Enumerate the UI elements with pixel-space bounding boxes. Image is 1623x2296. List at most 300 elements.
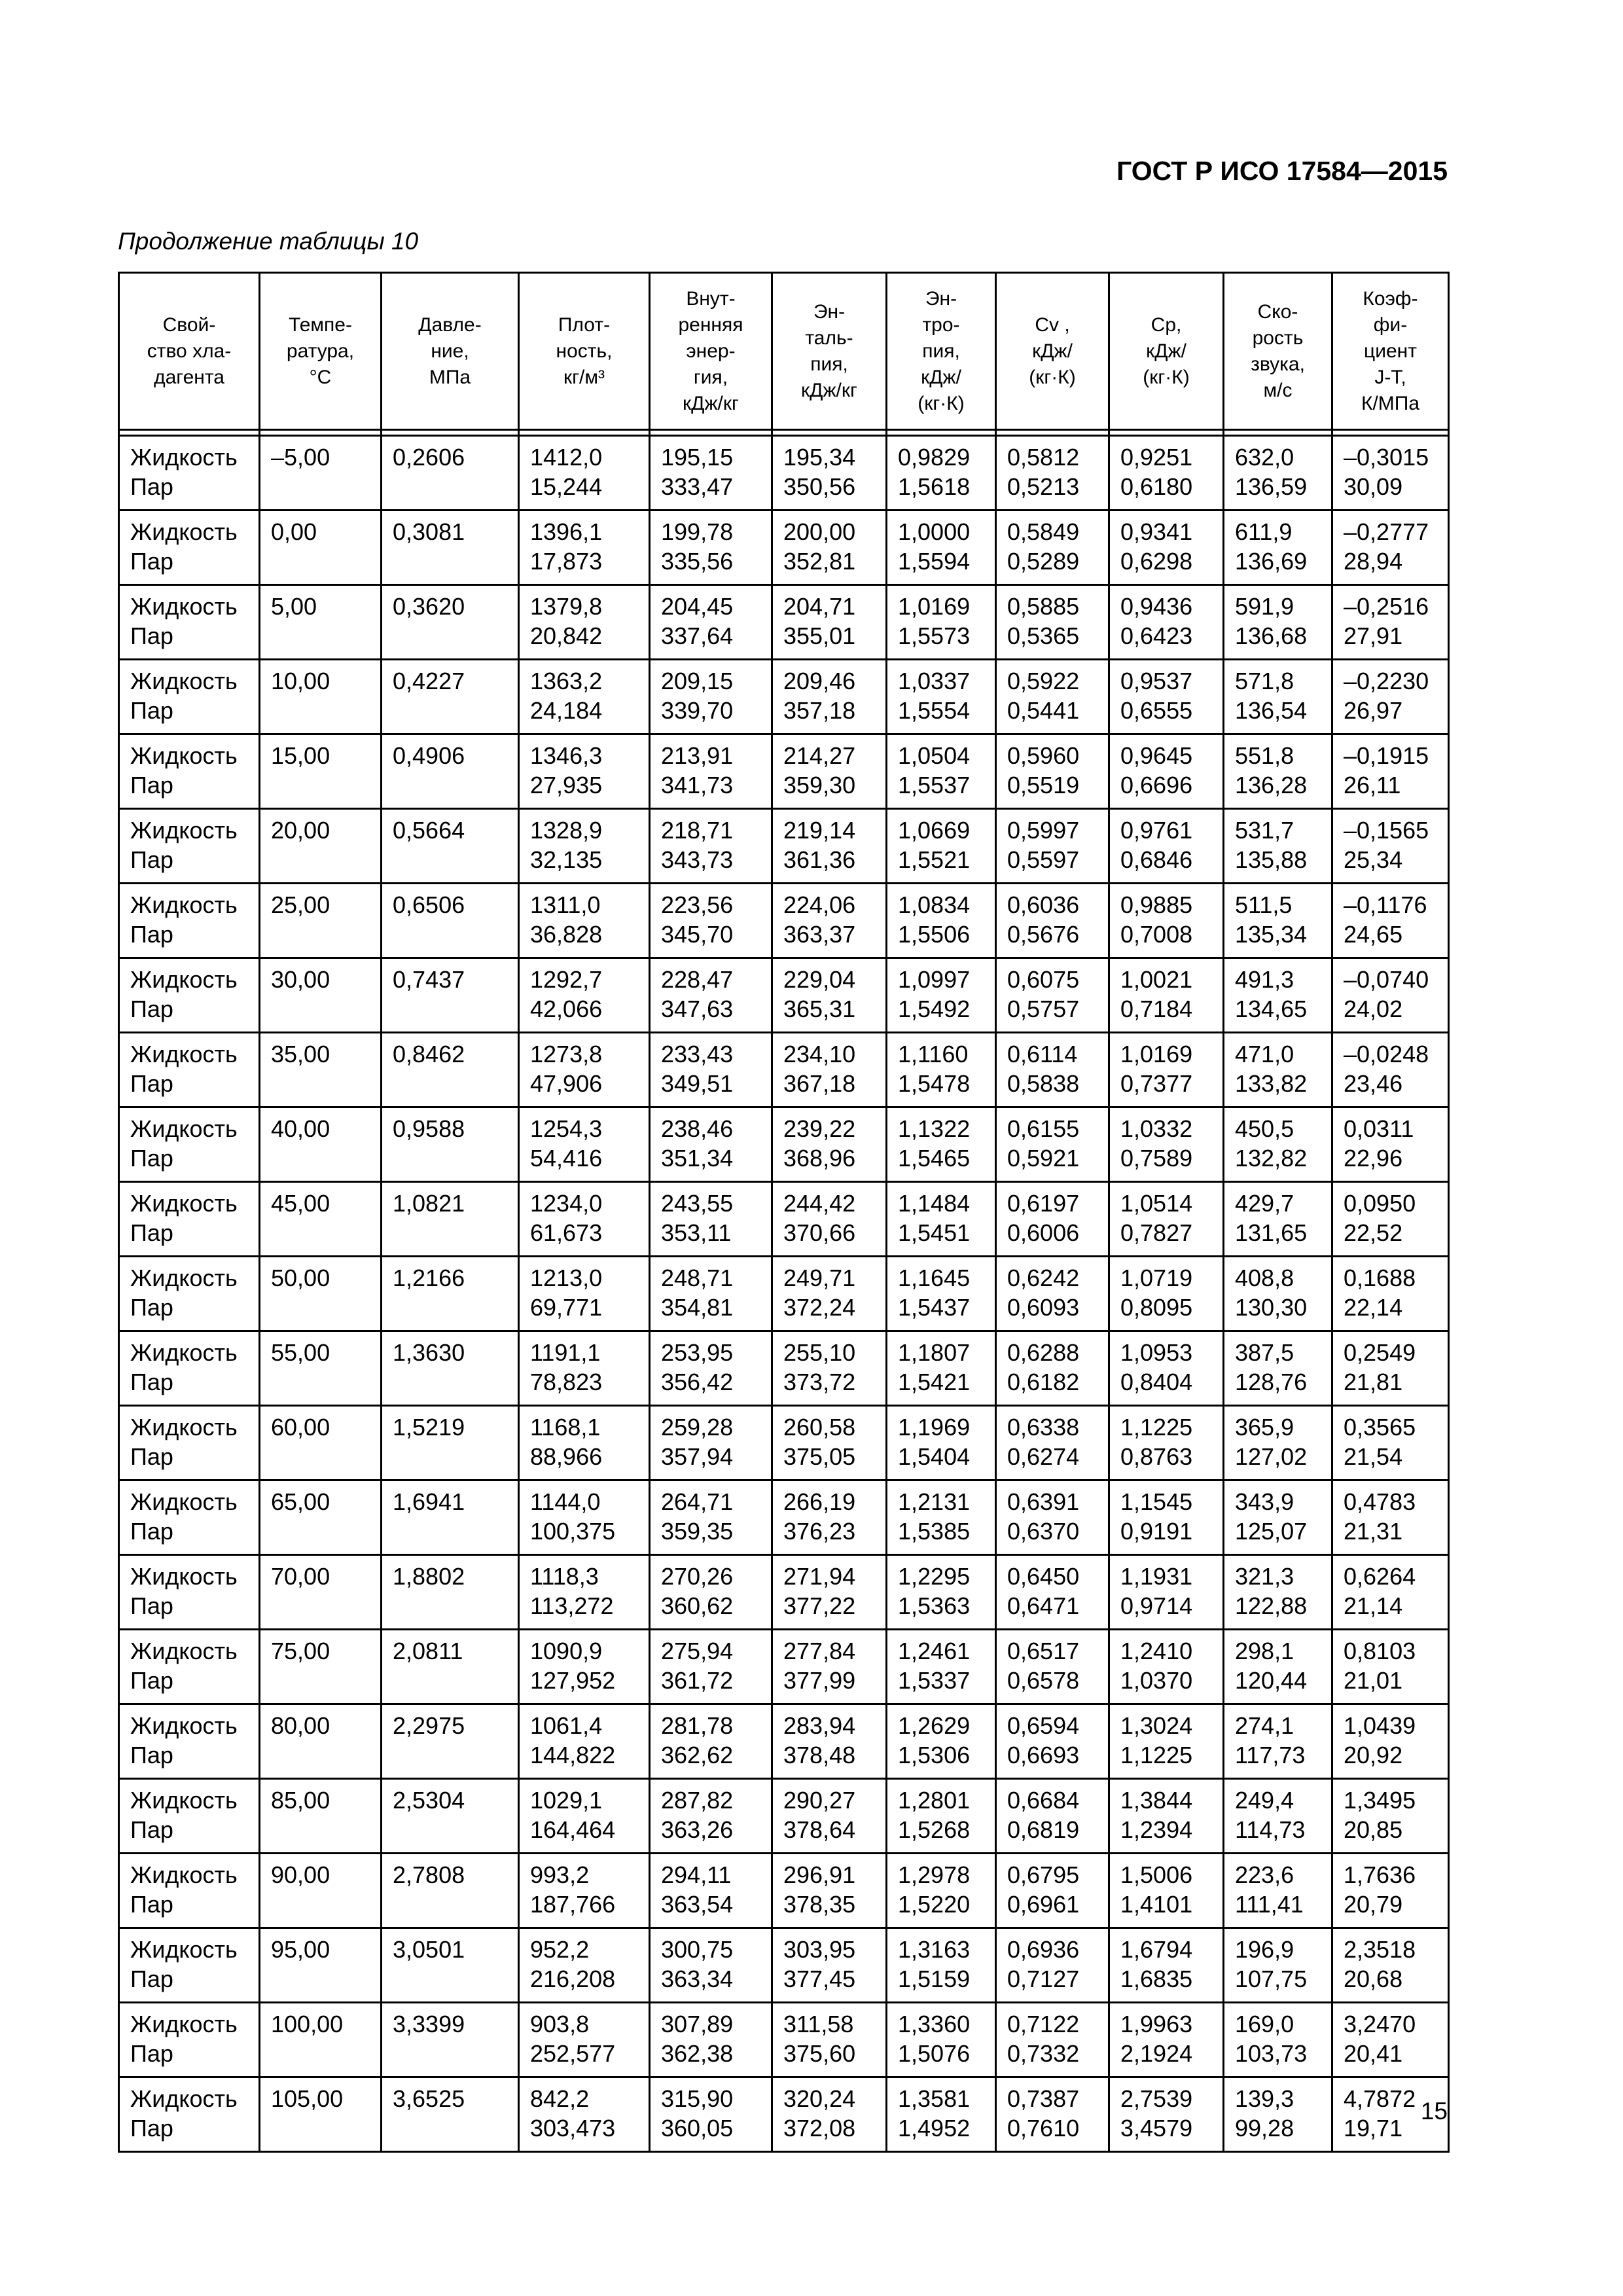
cell-jt bbox=[1332, 1555, 1449, 1630]
table-row bbox=[119, 660, 1449, 734]
column-header-line: таль- bbox=[805, 327, 853, 349]
cell-value: Жидкость bbox=[130, 1861, 238, 1888]
cell-value: 61,673 bbox=[530, 1219, 603, 1246]
cell-value: 209,15 bbox=[661, 668, 734, 694]
cell-value: 2,1924 bbox=[1120, 2040, 1193, 2067]
cell-value: 20,79 bbox=[1344, 1891, 1403, 1918]
cell-value: 335,56 bbox=[661, 548, 734, 575]
cell-value: 21,01 bbox=[1344, 1667, 1403, 1694]
cell-u bbox=[650, 511, 772, 585]
column-header bbox=[119, 273, 260, 430]
cell-state bbox=[119, 660, 260, 734]
cell-value: 343,73 bbox=[661, 846, 734, 873]
cell-t bbox=[260, 1630, 382, 1704]
cell-value: Пар bbox=[130, 473, 173, 500]
cell-value: 248,71 bbox=[661, 1265, 734, 1291]
cell-value: 363,26 bbox=[661, 1816, 734, 1843]
cell-value: 0,7827 bbox=[1120, 1219, 1193, 1246]
cell-value: 0,6684 bbox=[1007, 1787, 1080, 1814]
cell-cp bbox=[1109, 1779, 1224, 1854]
cell-value: 429,7 bbox=[1235, 1190, 1294, 1217]
cell-s bbox=[887, 809, 996, 884]
cell-value: 1,5421 bbox=[898, 1369, 971, 1395]
cell-value: Пар bbox=[130, 1219, 173, 1246]
cell-cp bbox=[1109, 734, 1224, 809]
cell-jt bbox=[1332, 585, 1449, 660]
cell-state bbox=[119, 1182, 260, 1257]
cell-value: 0,6155 bbox=[1007, 1115, 1080, 1142]
cell-t bbox=[260, 2003, 382, 2077]
cell-h bbox=[772, 1480, 887, 1555]
column-header bbox=[382, 273, 519, 430]
cell-value: 0,6517 bbox=[1007, 1638, 1080, 1664]
cell-value: 296,91 bbox=[783, 1861, 856, 1888]
cell-value: 360,62 bbox=[661, 1592, 734, 1619]
cell-value: 1328,9 bbox=[530, 817, 603, 844]
cell-value: 0,1688 bbox=[1344, 1265, 1416, 1291]
cell-value: 2,7539 bbox=[1120, 2085, 1193, 2112]
cell-value: Жидкость bbox=[130, 1339, 238, 1366]
cell-cv bbox=[996, 2003, 1109, 2077]
cell-value: 0,5289 bbox=[1007, 548, 1080, 575]
cell-cp bbox=[1109, 2077, 1224, 2152]
cell-state bbox=[119, 1033, 260, 1107]
column-header-line: фи- bbox=[1373, 314, 1408, 336]
cell-value: 1,0169 bbox=[898, 593, 971, 620]
cell-s bbox=[887, 1331, 996, 1406]
cell-value: 1,3581 bbox=[898, 2085, 971, 2112]
cell-w bbox=[1224, 1630, 1332, 1704]
column-header bbox=[887, 273, 996, 430]
cell-value: Пар bbox=[130, 1294, 173, 1321]
cell-value: Пар bbox=[130, 1891, 173, 1918]
cell-value: 1,1545 bbox=[1120, 1488, 1193, 1515]
cell-value: 195,15 bbox=[661, 444, 734, 471]
cell-value: 0,5519 bbox=[1007, 772, 1080, 798]
cell-value: 378,35 bbox=[783, 1891, 856, 1918]
cell-value: 0,6391 bbox=[1007, 1488, 1080, 1515]
cell-w bbox=[1224, 1406, 1332, 1480]
cell-w bbox=[1224, 1928, 1332, 2003]
column-header-line: (кг·К) bbox=[1029, 366, 1076, 388]
cell-w bbox=[1224, 1854, 1332, 1928]
cell-value: 229,04 bbox=[783, 966, 856, 993]
cell-value: 135,34 bbox=[1235, 921, 1308, 948]
cell-w bbox=[1224, 1257, 1332, 1331]
cell-value: 10,00 bbox=[271, 668, 330, 694]
column-header-line: пия, bbox=[810, 353, 848, 375]
table-row bbox=[119, 1257, 1449, 1331]
cell-value: 361,36 bbox=[783, 846, 856, 873]
cell-state bbox=[119, 1704, 260, 1779]
cell-value: 90,00 bbox=[271, 1861, 330, 1888]
cell-value: 113,272 bbox=[530, 1592, 614, 1619]
table-row bbox=[119, 2077, 1449, 2152]
cell-value: 365,31 bbox=[783, 996, 856, 1022]
cell-value: 21,81 bbox=[1344, 1369, 1403, 1395]
cell-value: Жидкость bbox=[130, 444, 238, 471]
cell-h bbox=[772, 2077, 887, 2152]
cell-u bbox=[650, 1257, 772, 1331]
cell-value: 0,5664 bbox=[393, 817, 465, 844]
cell-value: 1,5521 bbox=[898, 846, 971, 873]
cell-value: 36,828 bbox=[530, 921, 603, 948]
cell-value: 551,8 bbox=[1235, 742, 1294, 769]
cell-value: 20,68 bbox=[1344, 1965, 1403, 1992]
cell-value: 377,45 bbox=[783, 1965, 856, 1992]
cell-value: 15,00 bbox=[271, 742, 330, 769]
cell-w bbox=[1224, 1555, 1332, 1630]
cell-u bbox=[650, 1555, 772, 1630]
table-row bbox=[119, 1779, 1449, 1854]
cell-value: 105,00 bbox=[271, 2085, 344, 2112]
cell-value: 277,84 bbox=[783, 1638, 856, 1664]
cell-cp bbox=[1109, 436, 1224, 511]
column-header-line: ность, bbox=[556, 340, 613, 362]
cell-w bbox=[1224, 1331, 1332, 1406]
cell-value: 0,9191 bbox=[1120, 1518, 1193, 1545]
cell-jt bbox=[1332, 436, 1449, 511]
cell-value: 1,2801 bbox=[898, 1787, 971, 1814]
cell-value: 0,7610 bbox=[1007, 2115, 1080, 2142]
cell-cp bbox=[1109, 1182, 1224, 1257]
cell-value: 136,28 bbox=[1235, 772, 1308, 798]
cell-value: 219,14 bbox=[783, 817, 856, 844]
table-row bbox=[119, 1033, 1449, 1107]
cell-value: 200,00 bbox=[783, 518, 856, 545]
cell-w bbox=[1224, 1107, 1332, 1182]
cell-value: 139,3 bbox=[1235, 2085, 1294, 2112]
cell-value: Пар bbox=[130, 772, 173, 798]
cell-value: 252,577 bbox=[530, 2040, 616, 2067]
cell-value: 264,71 bbox=[661, 1488, 734, 1515]
cell-w bbox=[1224, 2077, 1332, 2152]
cell-value: 1,5220 bbox=[898, 1891, 971, 1918]
cell-value: 0,0311 bbox=[1344, 1115, 1414, 1142]
column-header-line: Коэф- bbox=[1363, 287, 1418, 310]
cell-value: Пар bbox=[130, 2040, 173, 2067]
cell-s bbox=[887, 511, 996, 585]
cell-value: 0,7127 bbox=[1007, 1965, 1080, 1992]
cell-rho bbox=[519, 1704, 650, 1779]
cell-value: 24,184 bbox=[530, 697, 603, 724]
cell-value: Жидкость bbox=[130, 1563, 238, 1590]
column-header-line: кДж/ bbox=[1032, 340, 1073, 362]
cell-value: 1234,0 bbox=[530, 1190, 603, 1217]
cell-value: 1,2166 bbox=[393, 1265, 465, 1291]
column-header-line: Внут- bbox=[686, 287, 736, 310]
cell-u bbox=[650, 436, 772, 511]
cell-value: 362,62 bbox=[661, 1742, 734, 1768]
cell-cp bbox=[1109, 511, 1224, 585]
cell-value: 24,65 bbox=[1344, 921, 1403, 948]
cell-value: 144,822 bbox=[530, 1742, 616, 1768]
cell-value: 213,91 bbox=[661, 742, 734, 769]
cell-cv bbox=[996, 585, 1109, 660]
cell-rho bbox=[519, 2077, 650, 2152]
cell-value: 32,135 bbox=[530, 846, 603, 873]
cell-value: 1,1322 bbox=[898, 1115, 971, 1142]
cell-cv bbox=[996, 1704, 1109, 1779]
cell-value: 0,5812 bbox=[1007, 444, 1080, 471]
cell-value: 1,1931 bbox=[1120, 1563, 1193, 1590]
cell-value: 111,41 bbox=[1235, 1891, 1304, 1918]
cell-p bbox=[382, 436, 519, 511]
cell-value: 22,14 bbox=[1344, 1294, 1403, 1321]
column-header-line: тро- bbox=[922, 314, 960, 336]
column-header-line: МПа bbox=[429, 366, 471, 388]
cell-cp bbox=[1109, 660, 1224, 734]
cell-value: 300,75 bbox=[661, 1936, 734, 1963]
cell-value: 1,5554 bbox=[898, 697, 971, 724]
cell-w bbox=[1224, 734, 1332, 809]
cell-h bbox=[772, 958, 887, 1033]
cell-value: 131,65 bbox=[1235, 1219, 1308, 1246]
cell-value: 1,5437 bbox=[898, 1294, 971, 1321]
cell-value: 0,5921 bbox=[1007, 1145, 1080, 1172]
cell-value: Жидкость bbox=[130, 1265, 238, 1291]
cell-cp bbox=[1109, 1033, 1224, 1107]
cell-value: 349,51 bbox=[661, 1070, 734, 1097]
cell-value: 1,0370 bbox=[1120, 1667, 1193, 1694]
cell-value: 1,5337 bbox=[898, 1667, 971, 1694]
cell-value: Пар bbox=[130, 921, 173, 948]
cell-rho bbox=[519, 1555, 650, 1630]
cell-value: –0,0740 bbox=[1344, 966, 1429, 993]
cell-value: 1,5594 bbox=[898, 548, 971, 575]
cell-value: 266,19 bbox=[783, 1488, 856, 1515]
cell-h bbox=[772, 1928, 887, 2003]
header-separator bbox=[119, 430, 1449, 436]
cell-value: 0,6696 bbox=[1120, 772, 1193, 798]
cell-value: 1,6794 bbox=[1120, 1936, 1193, 1963]
cell-value: 1,0504 bbox=[898, 742, 971, 769]
cell-value: –0,2230 bbox=[1344, 668, 1429, 694]
cell-value: 1,5076 bbox=[898, 2040, 971, 2067]
cell-value: 0,4227 bbox=[393, 668, 465, 694]
cell-value: 3,0501 bbox=[393, 1936, 465, 1963]
cell-value: 132,82 bbox=[1235, 1145, 1308, 1172]
cell-t bbox=[260, 809, 382, 884]
column-header-line: кДж/ bbox=[921, 366, 961, 388]
cell-value: 1,5404 bbox=[898, 1443, 971, 1470]
cell-s bbox=[887, 1630, 996, 1704]
column-header-line: ство хла- bbox=[147, 340, 232, 362]
cell-value: 363,37 bbox=[783, 921, 856, 948]
cell-jt bbox=[1332, 958, 1449, 1033]
cell-value: Пар bbox=[130, 1369, 173, 1395]
cell-value: 341,73 bbox=[661, 772, 734, 798]
cell-value: –0,2516 bbox=[1344, 593, 1429, 620]
cell-value: Пар bbox=[130, 1443, 173, 1470]
cell-value: 1,0997 bbox=[898, 966, 971, 993]
cell-cv bbox=[996, 1033, 1109, 1107]
cell-jt bbox=[1332, 1257, 1449, 1331]
cell-value: 1,5363 bbox=[898, 1592, 971, 1619]
cell-state bbox=[119, 884, 260, 958]
cell-value: 1144,0 bbox=[530, 1488, 601, 1515]
cell-value: 0,5597 bbox=[1007, 846, 1080, 873]
cell-value: Пар bbox=[130, 697, 173, 724]
cell-cv bbox=[996, 1257, 1109, 1331]
cell-value: –0,0248 bbox=[1344, 1041, 1429, 1067]
cell-jt bbox=[1332, 1704, 1449, 1779]
column-header-line: дагента bbox=[154, 366, 224, 388]
cell-value: 1,0834 bbox=[898, 891, 971, 918]
cell-cv bbox=[996, 511, 1109, 585]
cell-value: 290,27 bbox=[783, 1787, 856, 1814]
cell-value: 27,935 bbox=[530, 772, 603, 798]
cell-value: Пар bbox=[130, 622, 173, 649]
cell-value: 1,1969 bbox=[898, 1414, 971, 1441]
cell-value: 199,78 bbox=[661, 518, 734, 545]
cell-value: 0,6450 bbox=[1007, 1563, 1080, 1590]
column-header-line: ратура, bbox=[286, 340, 355, 362]
cell-p bbox=[382, 1928, 519, 2003]
cell-value: 1,5573 bbox=[898, 622, 971, 649]
column-header-line: рость bbox=[1252, 327, 1304, 349]
cell-value: 1,5159 bbox=[898, 1965, 971, 1992]
cell-value: 0,8095 bbox=[1120, 1294, 1193, 1321]
cell-t bbox=[260, 734, 382, 809]
document-code: ГОСТ Р ИСО 17584—2015 bbox=[1116, 156, 1448, 186]
cell-u bbox=[650, 1854, 772, 1928]
cell-value: Жидкость bbox=[130, 2085, 238, 2112]
cell-u bbox=[650, 2003, 772, 2077]
cell-t bbox=[260, 1854, 382, 1928]
cell-value: 362,38 bbox=[661, 2040, 734, 2067]
cell-value: Жидкость bbox=[130, 742, 238, 769]
table-row bbox=[119, 1480, 1449, 1555]
cell-value: 1311,0 bbox=[530, 891, 601, 918]
cell-value: 355,01 bbox=[783, 622, 856, 649]
cell-value: Жидкость bbox=[130, 1414, 238, 1441]
cell-value: 259,28 bbox=[661, 1414, 734, 1441]
cell-value: 223,56 bbox=[661, 891, 734, 918]
table-row bbox=[119, 511, 1449, 585]
cell-value: 368,96 bbox=[783, 1145, 856, 1172]
cell-value: 360,05 bbox=[661, 2115, 734, 2142]
cell-cp bbox=[1109, 1854, 1224, 1928]
cell-value: Жидкость bbox=[130, 518, 238, 545]
cell-value: 99,28 bbox=[1235, 2115, 1294, 2142]
cell-p bbox=[382, 1555, 519, 1630]
cell-cp bbox=[1109, 2003, 1224, 2077]
cell-value: 352,81 bbox=[783, 548, 856, 575]
cell-value: 136,54 bbox=[1235, 697, 1308, 724]
cell-value: 135,88 bbox=[1235, 846, 1308, 873]
cell-value: 2,2975 bbox=[393, 1712, 465, 1739]
cell-state bbox=[119, 1854, 260, 1928]
cell-value: Жидкость bbox=[130, 668, 238, 694]
cell-value: 69,771 bbox=[530, 1294, 603, 1321]
cell-u bbox=[650, 1480, 772, 1555]
cell-value: 21,54 bbox=[1344, 1443, 1403, 1470]
cell-value: Пар bbox=[130, 1070, 173, 1097]
cell-value: 1,5451 bbox=[898, 1219, 971, 1246]
cell-value: 3,4579 bbox=[1120, 2115, 1193, 2142]
column-header-line: кДж/кг bbox=[801, 379, 857, 401]
cell-value: 30,00 bbox=[271, 966, 330, 993]
cell-value: 117,73 bbox=[1235, 1742, 1306, 1768]
cell-value: 1,4101 bbox=[1120, 1891, 1193, 1918]
cell-value: 0,7008 bbox=[1120, 921, 1193, 948]
cell-cp bbox=[1109, 1480, 1224, 1555]
cell-value: 281,78 bbox=[661, 1712, 734, 1739]
cell-u bbox=[650, 1630, 772, 1704]
cell-cp bbox=[1109, 1928, 1224, 2003]
cell-value: 0,5213 bbox=[1007, 473, 1080, 500]
cell-value: 0,5365 bbox=[1007, 622, 1080, 649]
cell-p bbox=[382, 884, 519, 958]
cell-s bbox=[887, 734, 996, 809]
cell-value: 0,5885 bbox=[1007, 593, 1080, 620]
cell-cp bbox=[1109, 1555, 1224, 1630]
cell-cp bbox=[1109, 809, 1224, 884]
cell-value: 20,00 bbox=[271, 817, 330, 844]
cell-value: 17,873 bbox=[530, 548, 603, 575]
table-header-row bbox=[119, 273, 1449, 430]
cell-value: 0,8763 bbox=[1120, 1443, 1193, 1470]
cell-value: Жидкость bbox=[130, 966, 238, 993]
cell-w bbox=[1224, 436, 1332, 511]
cell-value: 0,6578 bbox=[1007, 1667, 1080, 1694]
cell-s bbox=[887, 1257, 996, 1331]
cell-h bbox=[772, 1033, 887, 1107]
cell-value: 100,375 bbox=[530, 1518, 616, 1545]
cell-value: 1,3630 bbox=[393, 1339, 465, 1366]
column-header-line: Темпе- bbox=[289, 314, 352, 336]
cell-value: 0,3620 bbox=[393, 593, 465, 620]
cell-value: 0,5997 bbox=[1007, 817, 1080, 844]
cell-state bbox=[119, 1779, 260, 1854]
cell-value: 357,94 bbox=[661, 1443, 734, 1470]
cell-h bbox=[772, 1779, 887, 1854]
cell-value: 0,6846 bbox=[1120, 846, 1193, 873]
cell-value: Жидкость bbox=[130, 1488, 238, 1515]
cell-value: 0,4906 bbox=[393, 742, 465, 769]
cell-value: 1,5465 bbox=[898, 1145, 971, 1172]
cell-value: 0,5849 bbox=[1007, 518, 1080, 545]
column-header-line: ние, bbox=[431, 340, 469, 362]
cell-p bbox=[382, 1331, 519, 1406]
cell-t bbox=[260, 1406, 382, 1480]
cell-value: 50,00 bbox=[271, 1265, 330, 1291]
cell-h bbox=[772, 1331, 887, 1406]
column-header-line: кг/м³ bbox=[563, 366, 605, 388]
cell-t bbox=[260, 958, 382, 1033]
cell-cv bbox=[996, 436, 1109, 511]
cell-w bbox=[1224, 1182, 1332, 1257]
cell-value: 233,43 bbox=[661, 1041, 734, 1067]
cell-value: 0,5960 bbox=[1007, 742, 1080, 769]
cell-value: 1,2410 bbox=[1120, 1638, 1193, 1664]
cell-value: 359,35 bbox=[661, 1518, 734, 1545]
cell-value: Жидкость bbox=[130, 817, 238, 844]
cell-h bbox=[772, 511, 887, 585]
cell-h bbox=[772, 884, 887, 958]
cell-value: 1,5478 bbox=[898, 1070, 971, 1097]
cell-value: 3,3399 bbox=[393, 2011, 465, 2037]
cell-value: 1,5219 bbox=[393, 1414, 465, 1441]
cell-value: 55,00 bbox=[271, 1339, 330, 1366]
cell-cv bbox=[996, 734, 1109, 809]
cell-value: 531,7 bbox=[1235, 817, 1294, 844]
cell-s bbox=[887, 1182, 996, 1257]
cell-cv bbox=[996, 2077, 1109, 2152]
cell-value: 0,9588 bbox=[393, 1115, 465, 1142]
cell-jt bbox=[1332, 511, 1449, 585]
